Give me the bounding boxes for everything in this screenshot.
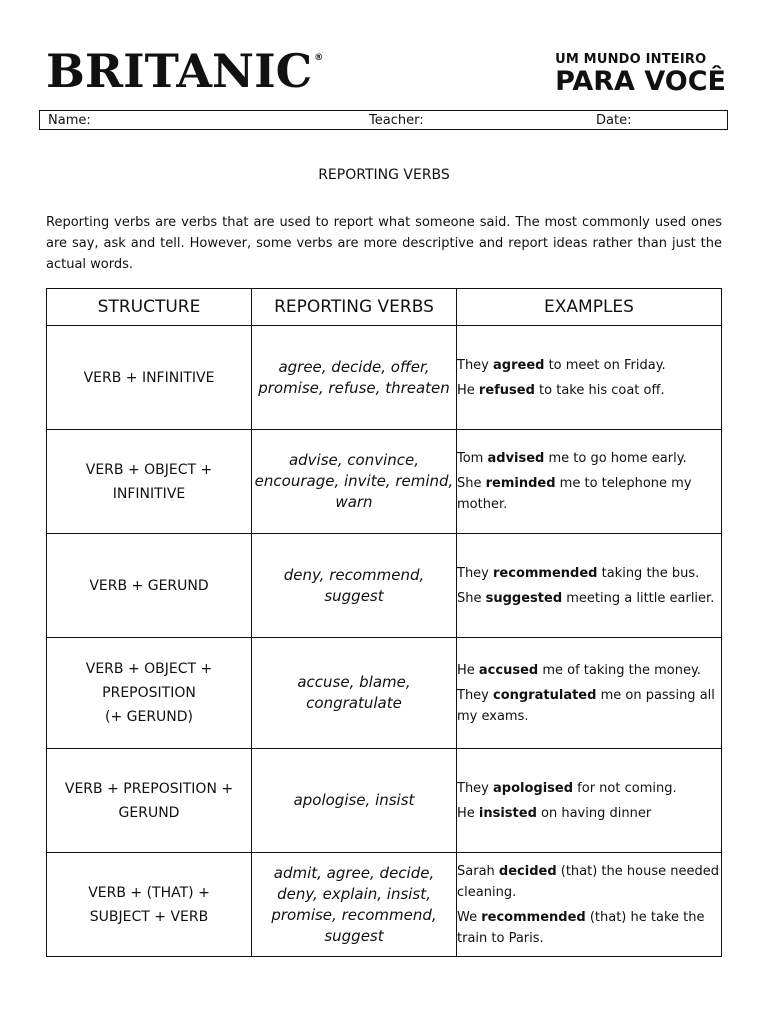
example-reporting-verb: apologised — [493, 780, 574, 796]
structure-cell — [47, 749, 252, 853]
verbs-cell: accuse, blame, congratulate — [252, 638, 457, 749]
structure-line: PREPOSITION — [102, 685, 196, 701]
example-reporting-verb: suggested — [485, 590, 563, 606]
example-rest: to meet on Friday. — [544, 357, 666, 373]
example-reporting-verb: agreed — [493, 357, 545, 373]
example-subject: They — [457, 357, 494, 373]
header-examples: EXAMPLES — [457, 289, 722, 326]
structure-line: VERB + OBJECT + — [85, 461, 213, 478]
table-header-row — [47, 289, 722, 326]
example-subject: He — [457, 662, 479, 678]
tagline-top: UM MUNDO INTEIRO — [555, 52, 707, 67]
table-row — [47, 749, 722, 853]
example-reporting-verb: insisted — [478, 805, 537, 821]
example-sentence — [457, 685, 721, 727]
example-subject: Sarah — [457, 863, 499, 879]
example-reporting-verb: decided — [498, 863, 557, 879]
example-subject: He — [457, 382, 479, 398]
structure-cell — [47, 638, 252, 749]
student-info-bar — [39, 110, 728, 130]
structure-line: VERB + (THAT) + — [88, 884, 210, 901]
examples-cell — [457, 749, 722, 853]
example-rest: on having dinner — [536, 805, 652, 821]
example-rest: me on passing all my exams. — [457, 687, 715, 724]
examples-cell — [457, 638, 722, 749]
example-subject: He — [457, 805, 479, 821]
example-rest: taking the bus. — [597, 565, 700, 581]
structure-line: SUBJECT + VERB — [89, 908, 209, 925]
structure-line: VERB + PREPOSITION + — [64, 780, 234, 797]
example-sentence — [457, 660, 721, 681]
structure-line: VERB + INFINITIVE — [83, 369, 215, 386]
structure-cell — [47, 430, 252, 534]
examples-cell — [457, 326, 722, 430]
example-rest: me to go home early. — [544, 451, 687, 466]
structure-line: INFINITIVE — [112, 485, 186, 502]
header-reporting-verbs: REPORTING VERBS — [252, 289, 457, 326]
structure-cell — [47, 853, 252, 957]
example-rest: me of taking the money. — [538, 662, 701, 678]
example-reporting-verb: recommended — [481, 909, 586, 925]
example-sentence — [457, 907, 721, 949]
tagline-bottom: PARA VOCÊ — [555, 66, 726, 97]
example-sentence — [457, 861, 721, 903]
structure-line: (+ GERUND) — [104, 709, 194, 725]
example-subject: She — [457, 590, 486, 606]
example-subject: They — [457, 565, 494, 581]
example-sentence — [457, 355, 721, 376]
example-rest: for not coming. — [573, 780, 677, 796]
table-row — [47, 430, 722, 534]
britanic-logo — [46, 44, 324, 98]
example-reporting-verb: accused — [478, 662, 539, 678]
logo-text: BRITANIC — [46, 44, 313, 98]
verbs-cell: advise, convince, encourage, invite, remind, warn — [252, 430, 457, 534]
example-reporting-verb: congratulated — [493, 687, 597, 703]
registered-mark: ® — [314, 53, 324, 63]
example-reporting-verb: refused — [478, 382, 535, 398]
structure-cell — [47, 534, 252, 638]
example-sentence — [457, 473, 721, 515]
example-subject: Tom — [457, 451, 488, 466]
structure-cell — [47, 326, 252, 430]
structure-line: VERB + OBJECT + — [85, 661, 213, 677]
structure-line: VERB + GERUND — [89, 577, 209, 594]
table-row — [47, 853, 722, 957]
example-reporting-verb: reminded — [485, 476, 556, 491]
table-body — [47, 326, 722, 957]
name-label: Name: — [48, 113, 91, 128]
verbs-cell: admit, agree, decide, deny, explain, insist, promise, recommend, suggest — [252, 853, 457, 957]
example-sentence — [457, 448, 721, 469]
example-rest: meeting a little earlier. — [562, 590, 715, 606]
intro-paragraph: Reporting verbs are verbs that are used to report what someone said. The most commonly used ones are say, ask and tell. However, some verbs are more descriptive and report ideas rather than just the actual words. — [46, 215, 722, 272]
example-subject: They — [457, 780, 494, 796]
reporting-verbs-table — [46, 288, 722, 957]
example-sentence — [457, 563, 721, 584]
example-sentence — [457, 380, 721, 401]
verbs-cell: agree, decide, offer, promise, refuse, threaten — [252, 326, 457, 430]
teacher-label: Teacher: — [369, 113, 424, 128]
example-sentence — [457, 803, 721, 824]
structure-line: GERUND — [118, 804, 180, 821]
tagline — [555, 52, 726, 95]
example-subject: She — [457, 476, 486, 491]
examples-cell — [457, 534, 722, 638]
example-sentence — [457, 588, 721, 609]
examples-cell — [457, 430, 722, 534]
verbs-cell: apologise, insist — [252, 749, 457, 853]
example-rest: (that) the house needed cleaning. — [457, 863, 719, 900]
date-label: Date: — [596, 113, 632, 128]
example-sentence — [457, 778, 721, 799]
example-subject: We — [457, 909, 482, 925]
header-structure: STRUCTURE — [47, 289, 252, 326]
page-title: REPORTING VERBS — [318, 167, 450, 183]
example-rest: to take his coat off. — [534, 382, 665, 398]
table-row — [47, 326, 722, 430]
verbs-cell: deny, recommend, suggest — [252, 534, 457, 638]
table-row — [47, 638, 722, 749]
example-reporting-verb: recommended — [493, 565, 598, 581]
example-rest: me to telephone my mother. — [457, 476, 692, 512]
example-subject: They — [457, 687, 494, 703]
example-reporting-verb: advised — [487, 451, 545, 466]
example-rest: (that) he take the train to Paris. — [457, 909, 705, 946]
examples-cell — [457, 853, 722, 957]
table-row — [47, 534, 722, 638]
